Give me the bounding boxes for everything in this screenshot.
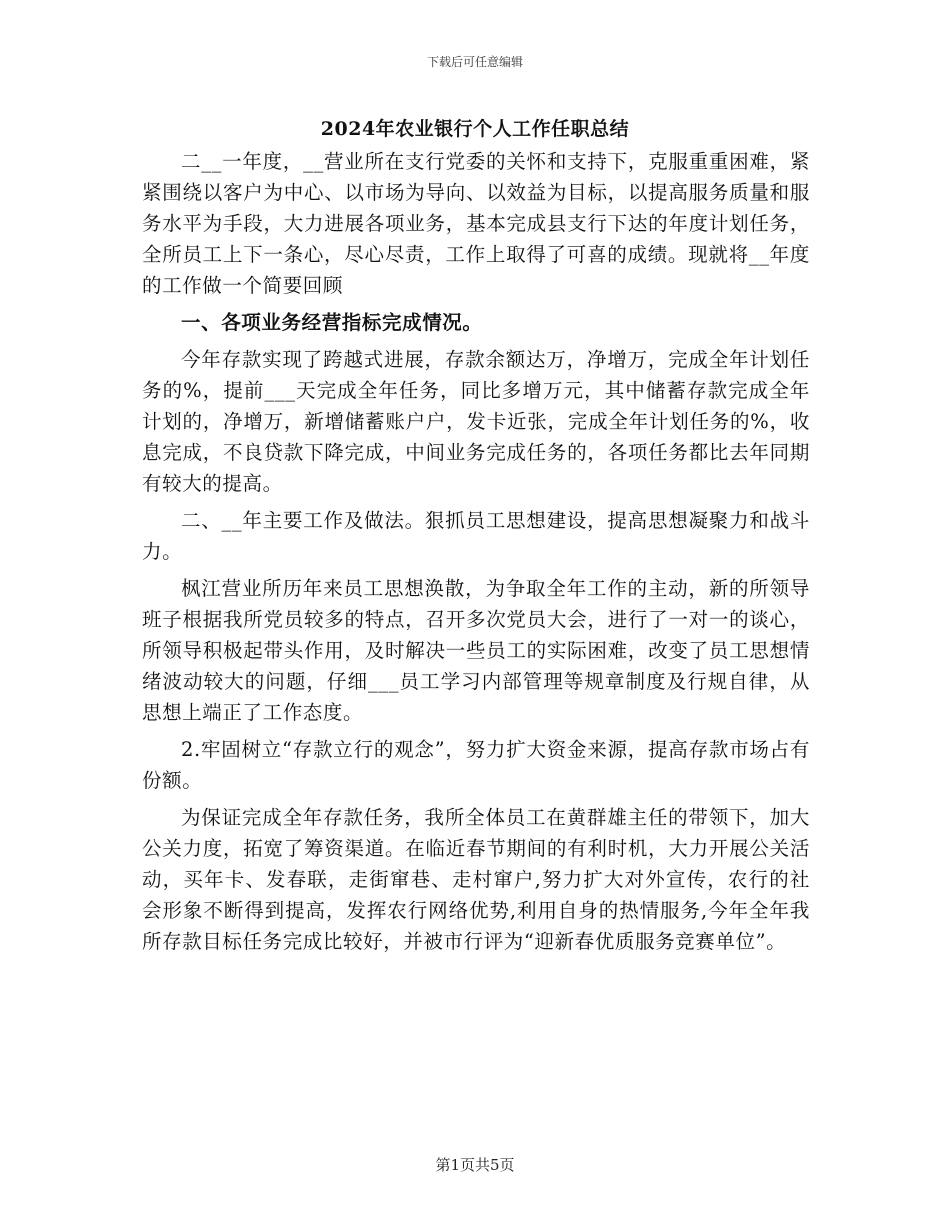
page-number: 第1页共5页 [435, 1156, 515, 1174]
paragraph-intro: 二__一年度，__营业所在支行党委的关怀和支持下，克服重重困难，紧紧围绕以客户为中心、以市场为导向、以效益为目标，以提高服务质量和服务水平为手段，大力进展各项业务，基本完成县支行下达的年度计划任务，全所员工上下一条心，尽心尽责，工作上取得了可喜的成绩。现就将__年度的工作做一个简要回顾 [142, 150, 810, 297]
subsection-heading-2: 2.牢固树立“存款立行的观念”，努力扩大资金来源，提高存款市场占有份额。 [142, 738, 810, 792]
paragraph-performance: 今年存款实现了跨越式进展，存款余额达万，净增万，完成全年计划任务的%，提前___天完成全年任务，同比多增万元，其中储蓄存款完成全年计划的，净增万，新增储蓄账户户，发卡近张，完成全年计划任务的%，收息完成，不良贷款下降完成，中间业务完成任务的，各项任务都比去年同期有较大的提高。 [142, 348, 810, 495]
paragraph-staff-thinking: 枫江营业所历年来员工思想涣散，为争取全年工作的主动，新的所领导班子根据我所党员较多的特点，召开多次党员大会，进行了一对一的谈心，所领导积极起带头作用，及时解决一些员工的实际困难，改变了员工思想情绪波动较大的问题，仔细___员工学习内部管理等规章制度及行规自律，从思想上端正了工作态度。 [142, 577, 810, 724]
document-body [142, 146, 810, 963]
document-title: 2024年农业银行个人工作任职总结 [320, 118, 630, 140]
section-heading-2: 二、__年主要工作及做法。狠抓员工思想建设，提高思想凝聚力和战斗力。 [142, 509, 810, 563]
paragraph-deposits: 为保证完成全年存款任务，我所全体员工在黄群雄主任的带领下，加大公关力度，拓宽了筹资渠道。在临近春节期间的有利时机，大力开展公关活动，买年卡、发春联，走街窜巷、走村窜户,努力扩大对外宣传，农行的社会形象不断得到提高，发挥农行网络优势,利用自身的热情服务,今年全年我所存款目标任务完成比较好，并被市行评为“迎新春优质服务竞赛单位”。 [142, 806, 810, 953]
page-header-note: 下载后可任意编辑 [426, 55, 523, 69]
section-heading-1: 一、各项业务经营指标完成情况。 [181, 311, 483, 334]
